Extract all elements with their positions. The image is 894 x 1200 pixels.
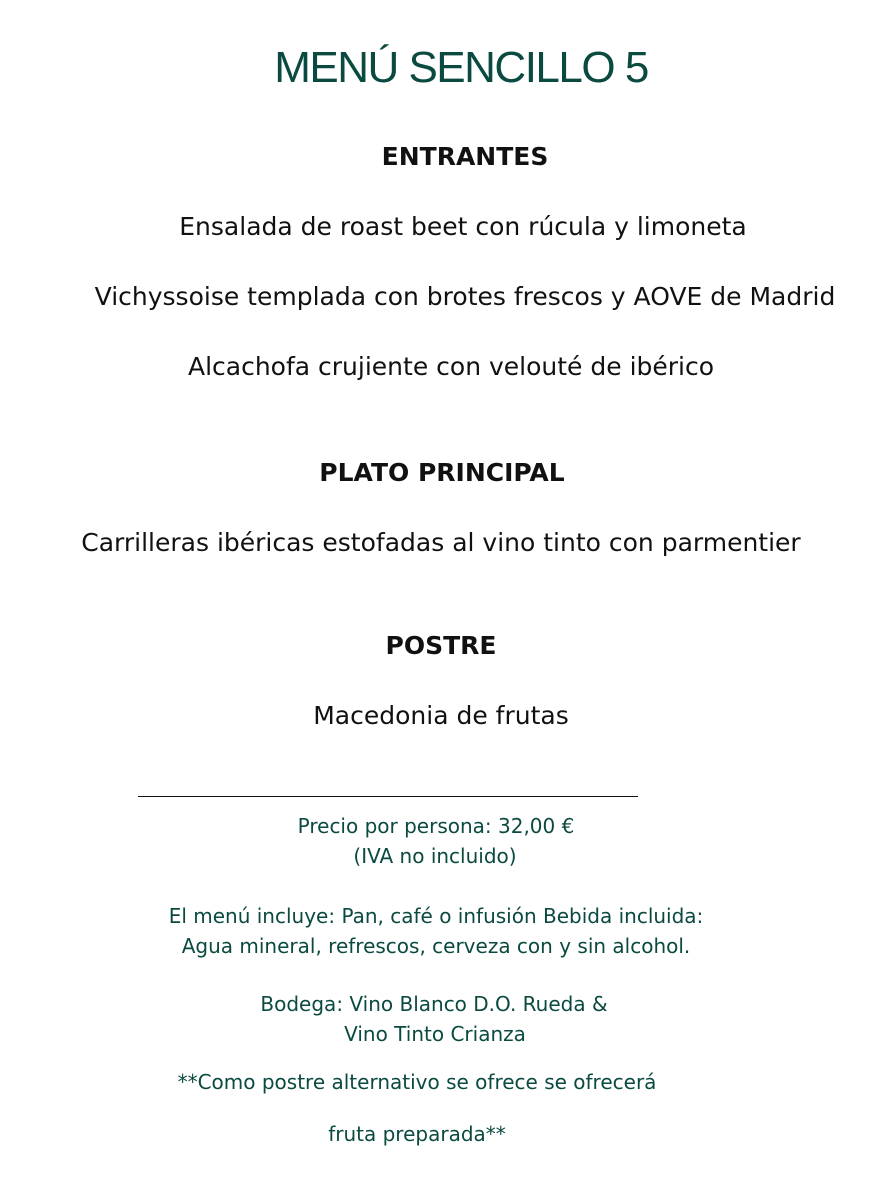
tax-note: (IVA no incluido)	[353, 844, 517, 868]
dessert-note-line-1: **Como postre alternativo se ofrece se ofrecerá	[177, 1070, 657, 1094]
dish-item: Macedonia de frutas	[313, 701, 569, 730]
dish-item: Alcachofa crujiente con velouté de ibérico	[187, 352, 715, 381]
menu-includes-line-2: Agua mineral, refrescos, cerveza con y sin alcohol.	[181, 934, 691, 958]
section-heading-entrantes: ENTRANTES	[381, 142, 549, 171]
section-divider	[138, 796, 638, 797]
wine-line-2: Vino Tinto Crianza	[344, 1022, 526, 1046]
section-heading-plato-principal: PLATO PRINCIPAL	[319, 458, 565, 487]
dish-item: Ensalada de roast beet con rúcula y limoneta	[179, 212, 747, 241]
dessert-note-line-2: fruta preparada**	[328, 1122, 506, 1146]
menu-includes-line-1: El menú incluye: Pan, café o infusión Bebida incluida:	[168, 904, 704, 928]
price-text: Precio por persona: 32,00 €	[297, 814, 575, 838]
dish-item: Carrilleras ibéricas estofadas al vino tinto con parmentier	[81, 528, 801, 557]
menu-title: MENÚ SENCILLO 5	[274, 43, 648, 92]
dish-item: Vichyssoise templada con brotes frescos y AOVE de Madrid	[94, 282, 836, 311]
section-heading-postre: POSTRE	[385, 631, 497, 660]
wine-line-1: Bodega: Vino Blanco D.O. Rueda &	[260, 992, 608, 1016]
